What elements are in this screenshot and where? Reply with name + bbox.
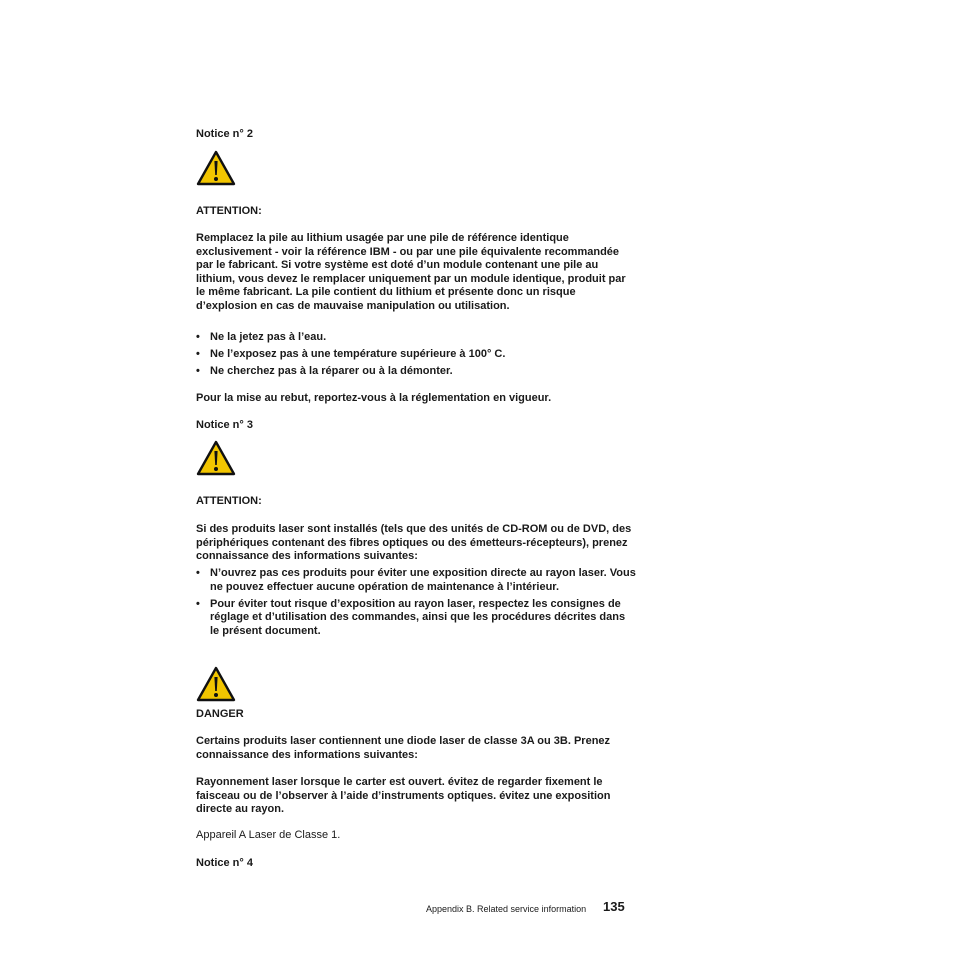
laser-class-note: Appareil A Laser de Classe 1. bbox=[196, 829, 341, 841]
notice-2-paragraph: Remplacez la pile au lithium usagée par une pile de référence identique exclusivement - voir la référence IBM - ou par une pile équivalente recommandée par le fabricant. Si votre système est doté d’un module contenant une pile au lithium, vous devez le remplacer uniquement par un module identique, produit par le même fabricant. La pile contient du lithium et présente donc un risque d’explosion en cas de mauvaise manipulation ou utilisation. bbox=[196, 232, 626, 312]
danger-paragraph-2: Rayonnement laser lorsque le carter est ouvert. évitez de regarder fixement le faisceau ou de l’observer à l’aide d’instruments optiques. évitez une exposition directe au rayon. bbox=[196, 776, 611, 816]
notice-3-paragraph: Si des produits laser sont installés (tels que des unités de CD-ROM ou de DVD, des périphériques contenant des fibres optiques ou des émetteurs-récepteurs), prenez connaissance des informations suivantes: bbox=[196, 523, 632, 563]
notice-3-bullet-list bbox=[196, 567, 636, 638]
notice-2-closing: Pour la mise au rebut, reportez-vous à la réglementation en vigueur. bbox=[196, 392, 552, 404]
warning-triangle-icon bbox=[196, 666, 236, 702]
notice-2-caution-label: ATTENTION: bbox=[196, 205, 262, 217]
footer-section-label: Appendix B. Related service information bbox=[426, 904, 587, 914]
warning-triangle-icon bbox=[196, 440, 236, 476]
notice-4-title: Notice n° 4 bbox=[196, 857, 253, 869]
list-item: • Ne la jetez pas à l’eau. bbox=[196, 331, 636, 345]
list-item: • Ne cherchez pas à la réparer ou à la démonter. bbox=[196, 365, 636, 379]
danger-label: DANGER bbox=[196, 708, 244, 720]
notice-2-bullet-list bbox=[196, 331, 636, 379]
notice-3-title: Notice n° 3 bbox=[196, 419, 253, 431]
list-item: • Ne l’exposez pas à une température supérieure à 100° C. bbox=[196, 348, 636, 362]
notice-3-caution-label: ATTENTION: bbox=[196, 495, 262, 507]
list-item: • Pour éviter tout risque d’exposition au rayon laser, respectez les consignes de réglage et d’utilisation des commandes, ainsi que les procédures décrites dans le présent document. bbox=[196, 598, 636, 639]
notice-2-title: Notice n° 2 bbox=[196, 128, 253, 140]
warning-triangle-icon bbox=[196, 150, 236, 186]
page-number: 135 bbox=[603, 899, 625, 914]
danger-paragraph-1: Certains produits laser contiennent une diode laser de classe 3A ou 3B. Prenez connaissance des informations suivantes: bbox=[196, 735, 611, 761]
list-item: • N’ouvrez pas ces produits pour éviter une exposition directe au rayon laser. Vous ne pouvez effectuer aucune opération de maintenance à l’intérieur. bbox=[196, 567, 636, 594]
